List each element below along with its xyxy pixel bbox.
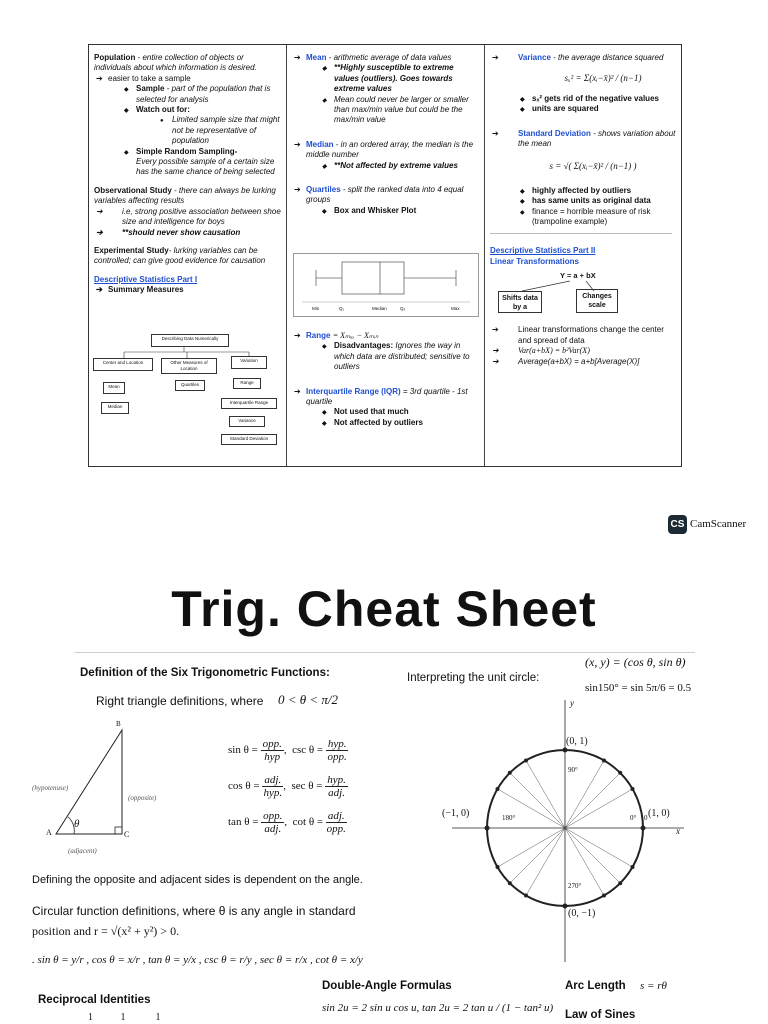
stats-column-1 (89, 45, 287, 466)
population-entry: Population - entire collection of objects or individuals about which information is desired. (94, 53, 257, 73)
linear-transformations: Linear Transformations (490, 256, 579, 266)
population-sub: ➔ easier to take a sample (94, 74, 281, 84)
deg-90: 90° (568, 766, 578, 774)
sd-bullet-2: ◆ has same units as original data (490, 196, 676, 206)
variance-bullet-1: ◆ sₓ² gets rid of the negative values (490, 94, 676, 104)
y-axis-label: y (570, 698, 574, 708)
box-whisker-plot (293, 253, 479, 317)
median-entry: ➔ Median - in an ordered array, the median is the middle number (292, 140, 479, 161)
unit-circle (440, 700, 690, 970)
quartiles-bullet-1: ◆ Box and Whisker Plot (292, 206, 479, 216)
sd-bullet-1: ◆ highly affected by outliers (490, 186, 676, 196)
ratio-csc: csc θ = (292, 744, 324, 757)
ratio-cos: cos θ = (228, 780, 260, 793)
ratio-sec: sec θ = (291, 780, 323, 793)
tree-variation: Variation (231, 356, 267, 369)
obs-sub-1: ➔ i.e, strong positive association between shoe size and intelligence for boys (94, 207, 281, 228)
label-c: C (124, 830, 130, 839)
stats-column-2 (287, 45, 485, 466)
range-block (292, 331, 479, 428)
tree-iqr: Interquartile Range (221, 398, 277, 409)
unit-circle-svg (440, 700, 690, 970)
sample-entry: ◆ Sample - part of the population that is selected for analysis (94, 84, 281, 105)
arc-length-heading: Arc Length (565, 980, 626, 992)
tree-variance: Variance (229, 416, 265, 427)
lt-item-1: ➔ Linear transformations change the center and spread of data (490, 325, 676, 346)
sin150-example: sin150° = sin 5π/6 = 0.5 (585, 682, 692, 694)
quartiles-entry: ➔ Quartiles - split the ranked data into 4 equal groups (292, 185, 479, 206)
circular-line-2: position and r = √(x² + y²) > 0. (32, 924, 180, 938)
box-label-q1: Q₁ (339, 306, 345, 311)
linear-eq: Y = a + bX (560, 271, 596, 281)
summary-tree (89, 330, 287, 470)
circular-defs: . sin θ = y/r , cos θ = x/r , tan θ = y/x , csc θ = r/y , sec θ = r/x , cot θ = x/y (32, 954, 363, 966)
descriptive-stats-2-link[interactable]: Descriptive Statistics Part II (490, 246, 596, 256)
deg-270: 270° (568, 882, 582, 890)
arc-length-formula: s = rθ (640, 980, 667, 992)
linear-diagram (490, 269, 676, 325)
observational-study: Observational Study - there can always be lurking variables affecting results (94, 185, 276, 206)
xy-definition: (x, y) = (cos θ, sin θ) (585, 655, 686, 669)
iqr-entry: ➔ Interquartile Range (IQR) = 3rd quartile - 1st quartile (292, 387, 479, 408)
tree-center: Center and Location (93, 358, 153, 371)
box-label-max: Max (451, 306, 460, 311)
camscanner-logo: CS (668, 515, 687, 534)
double-angle-heading: Double-Angle Formulas (322, 980, 452, 992)
lt-item-2: ➔ Var(a+bX) = b²Var(X) (490, 346, 676, 356)
right-triangle-text: Right triangle definitions, where (96, 694, 264, 708)
srs-entry: ◆ Simple Random Sampling- Every possible sample of a certain size has the same chance of being selected (94, 147, 281, 178)
obs-sub-2: ➔ **should never show causation (94, 228, 281, 238)
law-of-sines-heading: Law of Sines (565, 1009, 636, 1021)
summary-measures: ➔ Summary Measures (94, 285, 281, 295)
def-heading: Definition of the Six Trigonometric Functions: (80, 667, 330, 679)
box-label-median: Median (372, 306, 387, 311)
ratio-grid: sin θ = $\frac{\text{opp.}}{\text{hyp}}$ , csc θ = $\frac{\text{hyp.}}{\text{opp.}}$ cos θ = $\frac{\text{adj.}}{\text{hyp.}}$ , sec θ = $\frac{\text{hyp.}}{\text{adj.}}$ tan θ = $\frac{\text{opp.}}{\text{adj.}}$ , cot θ = $\frac{\text{adj.}}{\text{opp.}}$ (228, 738, 347, 835)
experimental-study: Experimental Study- lurking variables can be controlled; can give good evidence for causation (94, 245, 266, 266)
circular-line-1: Circular function definitions, where θ is any angle in standard (32, 904, 356, 918)
variance-entry: ➔ Variance - the average distance squared (490, 53, 676, 63)
tree-quartiles: Quartiles (175, 380, 205, 391)
stats-sheet (88, 44, 682, 467)
variance-formula: sₓ² = Σ(xᵢ−x̄)² / (n−1) (564, 73, 642, 84)
descriptive-stats-1-link[interactable]: Descriptive Statistics Part I (94, 274, 198, 284)
divider (490, 233, 672, 234)
iqr-bullet-1: ◆ Not used that much (292, 407, 479, 417)
zero-label: 0 (644, 814, 648, 822)
title-rule (75, 652, 695, 653)
point-top: (0, 1) (566, 736, 588, 747)
mean-bullet-2: ◆ Mean could never be larger or smaller than max/min value but could be the max/min value (292, 95, 479, 126)
watch-out: ◆ Watch out for: (94, 105, 281, 115)
sd-bullet-3: ◆ finance = horrible measure of risk (trampoline example) (490, 207, 676, 228)
reciprocal-fragment: 1 1 1 (88, 1012, 161, 1023)
median-bullet-1: ◆ **Not affected by extreme values (292, 161, 479, 171)
tree-range: Range (233, 378, 261, 389)
ratio-tan: tan θ = (228, 816, 259, 829)
dependent-note: Defining the opposite and adjacent sides is dependent on the angle. (32, 874, 363, 886)
label-b: B (116, 720, 121, 728)
ratio-sin: sin θ = (228, 744, 258, 757)
right-triangle (32, 720, 190, 857)
tree-mean: Mean (103, 382, 125, 394)
unit-circle-label: Interpreting the unit circle: (407, 672, 540, 684)
box-label-min: Min (312, 306, 320, 311)
stats-column-3 (485, 45, 681, 466)
reciprocal-heading: Reciprocal Identities (38, 994, 151, 1006)
deg-180: 180° (502, 814, 516, 822)
tree-other: Other Measures of Location (161, 358, 217, 374)
tree-median: Median (101, 402, 129, 414)
label-adj: (adjacent) (68, 847, 97, 855)
x-axis-label: x (676, 826, 680, 836)
tree-root: Describing Data Numerically (151, 334, 229, 347)
deg-0: 0° (630, 814, 637, 822)
iqr-bullet-2: ◆ Not affected by outliers (292, 418, 479, 428)
label-a: A (46, 828, 52, 837)
camscanner-label: CamScanner (690, 518, 747, 530)
trig-title: Trig. Cheat Sheet (171, 581, 597, 637)
point-right: (1, 0) (648, 808, 670, 819)
mean-entry: ➔ Mean - arithmetic average of data values (292, 53, 479, 63)
label-hyp: (hypotenuse) (32, 784, 69, 792)
ratio-cot: cot θ = (292, 816, 324, 829)
point-bottom: (0, −1) (568, 908, 596, 919)
shifts-box: Shifts data by a (498, 291, 542, 313)
variance-bullet-2: ◆ units are squared (490, 104, 676, 114)
double-angle-formula: sin 2u = 2 sin u cos u, tan 2u = 2 tan u / (1 − tan² u) (322, 1002, 554, 1014)
mean-bullet-1: ◆ **Highly susceptible to extreme values (outliers). Goes towards extreme values (292, 63, 479, 94)
sd-entry: ➔ Standard Deviation - shows variation about the mean (490, 129, 676, 150)
right-triangle-cond: 0 < θ < π/2 (278, 692, 339, 707)
changes-box: Changes scale (576, 289, 618, 313)
watch-item: ● Limited sample size that might not be representative of population (94, 115, 281, 146)
lt-item-3: ➔ Average(a+bX) = a+b[Average(X)] (490, 357, 676, 367)
label-opp: (opposite) (128, 794, 157, 802)
point-left: (−1, 0) (442, 808, 470, 819)
range-entry: ➔ Range = Xₘₐₓ − Xₘᵢₙ (292, 331, 479, 341)
range-bullet-1: ◆ Disadvantages: Ignores the way in which data are distributed; sensitive to outliers (292, 341, 479, 372)
tree-sd: Standard Deviation (221, 434, 277, 445)
sd-formula: s = √( Σ(xᵢ−x̄)² / (n−1) ) (549, 161, 637, 172)
box-label-q3: Q₃ (400, 306, 406, 311)
label-theta: θ (74, 818, 80, 830)
